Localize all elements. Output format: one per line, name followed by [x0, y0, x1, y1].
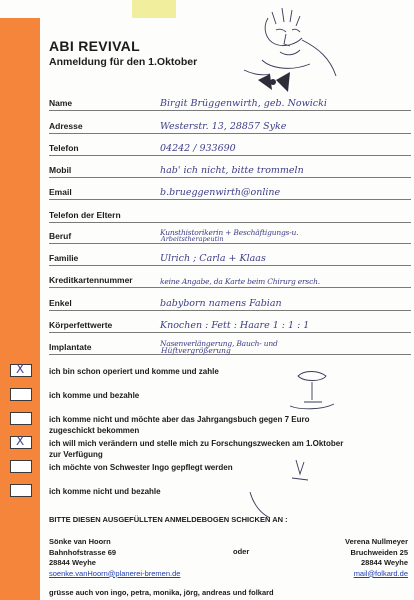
form-subtitle: Anmeldung für den 1.Oktober — [49, 56, 198, 68]
field-value: Knochen : Fett : Haare 1 : 1 : 1 — [160, 320, 310, 331]
contact-name: Sönke van Hoorn — [49, 537, 111, 546]
field-label: Mobil — [49, 165, 72, 175]
field-value: Kunsthistorikerin + Beschäftigungs-u. — [160, 228, 299, 237]
contact-street: Bruchweiden 25 — [350, 547, 408, 557]
field-label: Telefon — [49, 143, 79, 153]
sticky-note — [132, 0, 176, 18]
checkbox-research[interactable] — [10, 436, 32, 449]
orange-side-strip — [0, 18, 40, 600]
checkbox-yearbook[interactable] — [10, 412, 32, 425]
send-instruction: BITTE DIESEN AUSGEFÜLLTEN ANMELDEBOGEN SCHICKEN AN : — [49, 515, 288, 524]
contact-right — [300, 537, 408, 579]
option-not-come-pay: ich komme nicht und bezahle — [49, 487, 161, 496]
form-title: ABI REVIVAL — [49, 38, 140, 54]
option-operated: ich bin schon operiert und komme und zahle — [49, 367, 219, 376]
field-parents-phone[interactable] — [49, 203, 411, 223]
contact-city: 28844 Weyhe — [49, 558, 96, 567]
field-value: babyborn namens Fabian — [160, 298, 282, 309]
field-body-fat[interactable] — [49, 313, 411, 333]
field-label: Adresse — [49, 121, 83, 131]
option-yearbook: ich komme nicht und möchte aber das Jahrgangsbuch gegen 7 Euro zugeschickt bekommen — [49, 415, 310, 435]
field-label: Familie — [49, 253, 79, 263]
field-profession[interactable] — [49, 224, 411, 244]
field-value: Westerstr. 13, 28857 Syke — [160, 121, 287, 132]
field-value: Ulrich ; Carla + Klaas — [160, 253, 266, 264]
option-nurse: ich möchte von Schwester Ingo gepflegt werden — [49, 463, 233, 472]
option-research: ich will mich verändern und stelle mich zu Forschungszwecken am 1.Oktober zur Verfügung — [49, 439, 344, 459]
contact-street: Bahnhofstrasse 69 — [49, 547, 117, 557]
field-label: Name — [49, 98, 73, 108]
field-address[interactable] — [49, 114, 411, 134]
face-doodle — [244, 8, 336, 76]
field-label: Beruf — [49, 231, 72, 241]
field-implants[interactable] — [49, 335, 411, 355]
field-value-continued: Hüftvergrößerung — [161, 346, 231, 355]
field-label: Telefon der Eltern — [49, 210, 121, 220]
field-value: Nasenverlängerung, Bauch- und — [160, 339, 278, 348]
option-come-pay: ich komme und bezahle — [49, 391, 140, 400]
field-mobile[interactable] — [49, 158, 411, 178]
contact-city: 28844 Weyhe — [361, 558, 408, 567]
field-label: Körperfettwerte — [49, 320, 113, 330]
checkbox-not-come-pay[interactable] — [10, 484, 32, 497]
bowtie-doodle — [258, 72, 290, 92]
field-value: b.brueggenwirth@online — [160, 187, 281, 198]
field-email[interactable] — [49, 180, 411, 200]
contact-name: Verena Nullmeyer — [345, 537, 408, 546]
field-phone[interactable] — [49, 136, 411, 156]
field-label: Kreditkartennummer — [49, 275, 133, 285]
contact-or: oder — [233, 547, 250, 556]
field-value: 04242 / 933690 — [160, 143, 236, 154]
checkbox-come-pay[interactable] — [10, 388, 32, 401]
field-value-continued: Arbeitstherapeutin — [161, 235, 224, 243]
checkbox-operated[interactable] — [10, 364, 32, 377]
checkbox-nurse[interactable] — [10, 460, 32, 473]
field-grandchild[interactable] — [49, 291, 411, 311]
field-label: Email — [49, 187, 72, 197]
field-label: Enkel — [49, 298, 72, 308]
field-label: Implantate — [49, 342, 92, 352]
field-family[interactable] — [49, 246, 411, 266]
field-value: keine Angabe, da Karte beim Chirurg ersch. — [160, 277, 320, 286]
field-value: hab' ich nicht, bitte trommeln — [160, 165, 304, 176]
field-value: Birgit Brüggenwirth, geb. Nowicki — [160, 98, 327, 109]
footer-greeting: grüsse auch von ingo, petra, monika, jörg, andreas und folkard — [49, 588, 274, 597]
field-credit-card[interactable] — [49, 268, 411, 288]
field-name[interactable] — [49, 91, 411, 111]
contact-email-link[interactable]: soenke.vanHoorn@planerei-bremen.de — [49, 568, 181, 578]
check-mark: X — [16, 362, 25, 376]
contact-email-link[interactable]: mail@folkard.de — [353, 568, 408, 578]
check-mark: X — [16, 434, 25, 448]
contact-left — [49, 537, 180, 579]
